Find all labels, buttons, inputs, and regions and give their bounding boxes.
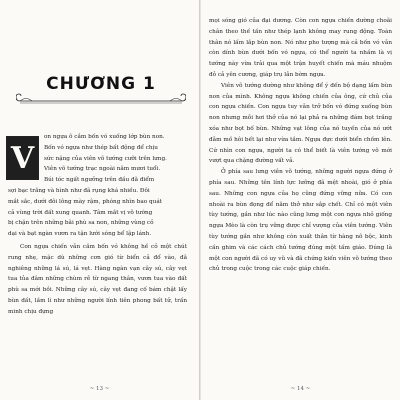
- text-line: Viên võ tướng trạc ngoài năm mươi tuổi.: [44, 166, 161, 173]
- opening-paragraph: [44, 132, 187, 186]
- paragraph-text: Con ngựa chiến vẫn cắm bốn vó không hề cỏ một chút rung nhẹ, mặc dù những cơn gió từ biển cả đổ vào, đã nghiêng những lá sú, lá vẹt. Hàng ngàn vạn cây sú, cây vẹt tua tủa đâm những chùm rễ từ ngang thân, vươn tua vào đất phù sa mới bồi. Những cây sú, cây vẹt đang cố bám chặt lấy bùn đất, lầm lì như những người lính tiên phong bất tử, trấn minh chịu đựng: [8, 244, 187, 315]
- drop-cap-letter: V: [10, 140, 35, 176]
- text-line: on ngựa ô cắm bốn vó xuống lớp bùn non.: [44, 134, 165, 140]
- left-page: [0, 0, 199, 400]
- paragraph-two: [8, 242, 187, 318]
- text-line: sức nặng của viên võ tướng cưỡi trên lưng.: [44, 155, 167, 162]
- text-line: mắt sắc, dưới đôi lông mày rậm, phóng nhìn bao quát: [8, 198, 163, 205]
- text-line: dại và bạt ngàn vươn ra tận lưới sóng bể lập lánh.: [8, 231, 152, 238]
- paragraph-text: Ở phía sau lưng viên võ tướng, những người ngựa đứng ở phía sau. Những tên lính lực lưỡng đã mệt nhoài, gió ở phía sau. Những con ngựa của họ cũng đứng vững nữa. Có con nhoài ra bùn đọng để năm thở như sắp chết. Chỉ có một viên tùy tướng, gần như lúc nào cũng lưng một con ngựa nhỏ giống ngựa Mèo là còn trụ vững được chỉ vượng của viên tướng. Viên tùy tướng gần như không còn xuất thân từ hàng nô bộc, kinh cần ghim và các cách chủ tướng đúng một tấm giáo. Đúng là một con người đã có uy vũ và đã chứng kiến viên võ tướng theo chủ trong cuộc trong các cuộc giáp chiến.: [209, 169, 392, 273]
- right-page: [201, 0, 400, 400]
- text-line: Búi tóc ngất ngưởng trên đầu đã điểm: [44, 177, 155, 184]
- paragraph-text: mọi sóng gió của đại dương. Còn con ngựa chiến dường choãi chân theo thế tấn như thép lạnh không may rung động. Toàn thân nó lấm lắp bùn non. Nó như pho tượng mà cả bốn vó vẫn còn dính bùn dưới bốn vó ngựa, có thể người ta nhầm là vị tướng này vừa trải qua một trận huyết chiến mà máu nhuộm đỏ cả yên cương, giáp trụ lẫn bờm ngựa.: [209, 18, 392, 78]
- page-number-right: ~ 14 ~: [290, 386, 311, 392]
- drop-cap: [6, 136, 39, 180]
- page-number-left: ~ 13 ~: [89, 386, 110, 392]
- right-page-body: [209, 16, 392, 275]
- text-line: cả vùng trời đất xung quanh. Tâm mắt vị võ tướng: [8, 209, 153, 216]
- paragraph-text: Viên võ tướng dường như không để ý đến bộ dạng lấm bùn non của mình. Không ngựa không chiến của ông, cứ chủ của con ngựa chiến. Con ngựa tuy vẫn trở bốn vó đứng xuống bùn non nhưng mỗi hơi thở của nó lại phả ra những đám bọt trắng xóa như bọt bố bùn. Những vạt lông của nó tuyến của nó ướt đẫm mồ hôi bết lại như vừa tắm. Ngựa đực dưới biển chồm lên. Cứ nhìn con ngựa, người ta có thể biết là viên tướng võ mới vượt qua chặng đường vất vả.: [209, 82, 392, 165]
- text-line: bị chặn trên những bãi phù sa non, những vùng cỏ: [8, 220, 154, 227]
- chapter-heading: [16, 70, 186, 106]
- opening-paragraph-continued: [8, 186, 187, 240]
- text-line: Bốn vó ngựa như thép bất động để chịu: [44, 144, 158, 151]
- text-line: sợi bạc trắng và hình như đã rụng khá nhiều. Đôi: [8, 188, 150, 194]
- chapter-title: CHƯƠNG 1: [46, 74, 156, 94]
